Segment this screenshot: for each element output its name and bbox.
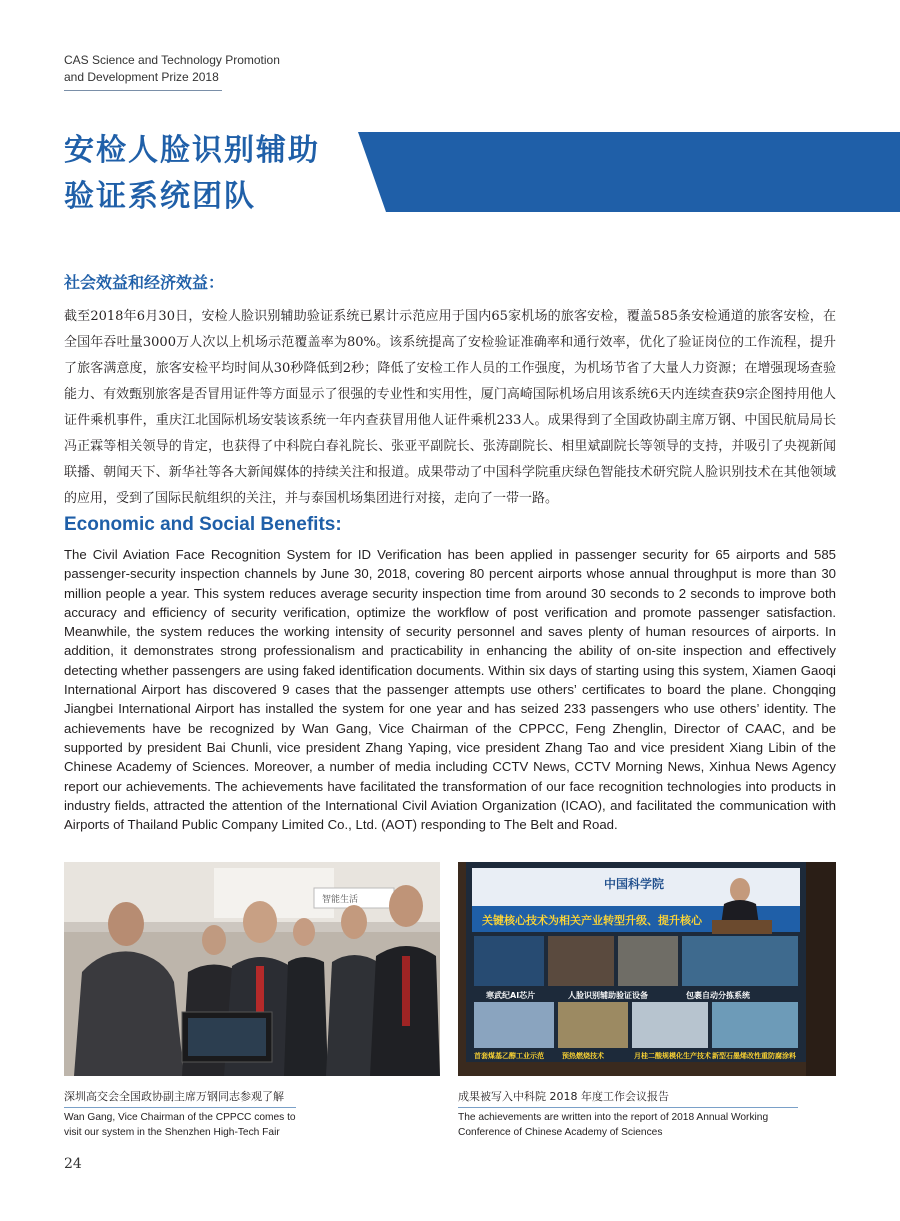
section-body-en: The Civil Aviation Face Recognition System for ID Verification has been applied in passenger security for 65 airports and 585 passenger-security inspection channels by June 30, 2018, covering 80 percent airports whose annual throughput is more than 30 million people a year. This system reduces average security inspection time from around 30 seconds to 2 seconds to improve both accuracy and efficiency of security verification, optimize the workflow of post verification and promote passenger satisfaction. Meanwhile, the system reduces the working intensity of security personnel and saves plenty of human resources of airports. In addition, it demonstrates strong professionalism and practicability in enhancing the ability of on-site inspection and effectively detecting whether passengers are using faked identification documents. Within six days of starting using this system, Xiamen Gaoqi International Airport has discovered 9 cases that the passenger attempts use others’ certificates to board the plane. Chongqing Jiangbei International Airport has installed the system for one year and has seized 233 passengers who use others’ identity. The achievements have be recognized by Wan Gang, Vice Chairman of the CPPCC, Feng Zhenglin, Director of CAAC, and be supported by president Bai Chunli, vice president Zhang Yaping, vice president Zhang Tao and vice president Xiang Libin of the Chinese Academy of Sciences. Moreover, a number of media including CCTV News, CCTV Morning News, Xinhua News Agency report our achievements. The achievements have facilitated the transformation of our face recognition technologies into products in industry fields, attracted the attention of the International Civil Aviation Organization (ICAO), and facilitated the communication with Airports of Thailand Public Company Limited Co., Ltd. (AOT) responding to The Belt and Road. <box>64 547 836 833</box>
panel-label: 新型石墨烯改性重防腐涂料 <box>712 1052 796 1060</box>
section-body-cn: 截至2018年6月30日，安检人脸识别辅助验证系统已累计示范应用于国内65家机场的旅客安检，覆盖585条安检通道的旅客安检，在全国年吞吐量3000万人次以上机场示范覆盖率为80%。该系统提高了安检验证准确率和通行效率，优化了验证岗位的工作流程，提升了旅客满意度，旅客安检平均时间从30秒降低到2秒；降低了安检工作人员的工作强度，为机场节省了大量人力资源；在增强现场查验能力、有效甄别旅客是否冒用证件等方面显示了很强的专业性和实用性，厦门高崎国际机场启用该系统6天内连续查获9宗企图持用他人证件乘机事件，重庆江北国际机场安装该系统一年内查获冒用他人证件乘机233人。成果得到了全国政协副主席万钢、中国民航局局长冯正霖等相关领导的肯定，也获得了中科院白春礼院长、张亚平副院长、张涛副院长、相里斌副院长等领导的支持，并吸引了央视新闻联播、朝闻天下、新华社等各大新闻媒体的持续关注和报道。成果带动了中国科学院重庆绿色智能技术研究院人脸识别技术在其他领域的应用，受到了国际民航组织的关注，并与泰国机场集团进行对接，走向了一带一路。 <box>64 309 836 506</box>
page-number: 24 <box>64 1156 82 1172</box>
photo1-caption-cn: 深圳高交会全国政协副主席万钢同志参观了解 <box>64 1090 284 1103</box>
panel-label: 首套煤基乙醇工业示范 <box>474 1052 544 1060</box>
photo-conference-report <box>458 862 836 1076</box>
panel-label: 月桂二酸规模化生产技术 <box>634 1052 711 1060</box>
section-heading-cn: 社会效益和经济效益： <box>64 273 225 292</box>
photo2-caption-en: The achievements are written into the report of 2018 Annual Working Conference of Chinese Academy of Sciences <box>458 1112 769 1138</box>
panel-label: 预热燃烧技术 <box>562 1052 604 1060</box>
header-rule <box>64 90 222 91</box>
title-accent-band <box>358 132 900 212</box>
photo1-caption-en: Wan Gang, Vice Chairman of the CPPCC comes to visit our system in the Shenzhen High-Tech Fair <box>64 1112 296 1138</box>
exhibition-sign-text: 智能生活 <box>322 895 359 905</box>
header-line-1: CAS Science and Technology Promotion <box>64 53 280 67</box>
header-line-2: and Development Prize 2018 <box>64 70 219 84</box>
section-heading-en: Economic and Social Benefits: <box>64 514 342 535</box>
photo-exhibition-visit <box>64 862 440 1076</box>
slide-banner-text: 关键核心技术为相关产业转型升级、提升核心 <box>482 914 702 927</box>
photo2-caption-cn: 成果被写入中科院 2018 年度工作会议报告 <box>458 1090 669 1103</box>
running-header <box>64 52 280 86</box>
page-title <box>64 128 320 220</box>
title-line-1: 安检人脸识别辅助 <box>64 133 320 168</box>
photo1-caption-rule <box>64 1107 296 1108</box>
panel-label: 包裹自动分拣系统 <box>686 991 750 1000</box>
photo2-caption-rule <box>458 1107 798 1108</box>
slide-logo-text: 中国科学院 <box>604 877 665 891</box>
title-line-2: 验证系统团队 <box>64 179 256 214</box>
panel-label: 人脸识别辅助验证设备 <box>568 991 648 1000</box>
panel-label: 寒武纪AI芯片 <box>486 991 536 1000</box>
